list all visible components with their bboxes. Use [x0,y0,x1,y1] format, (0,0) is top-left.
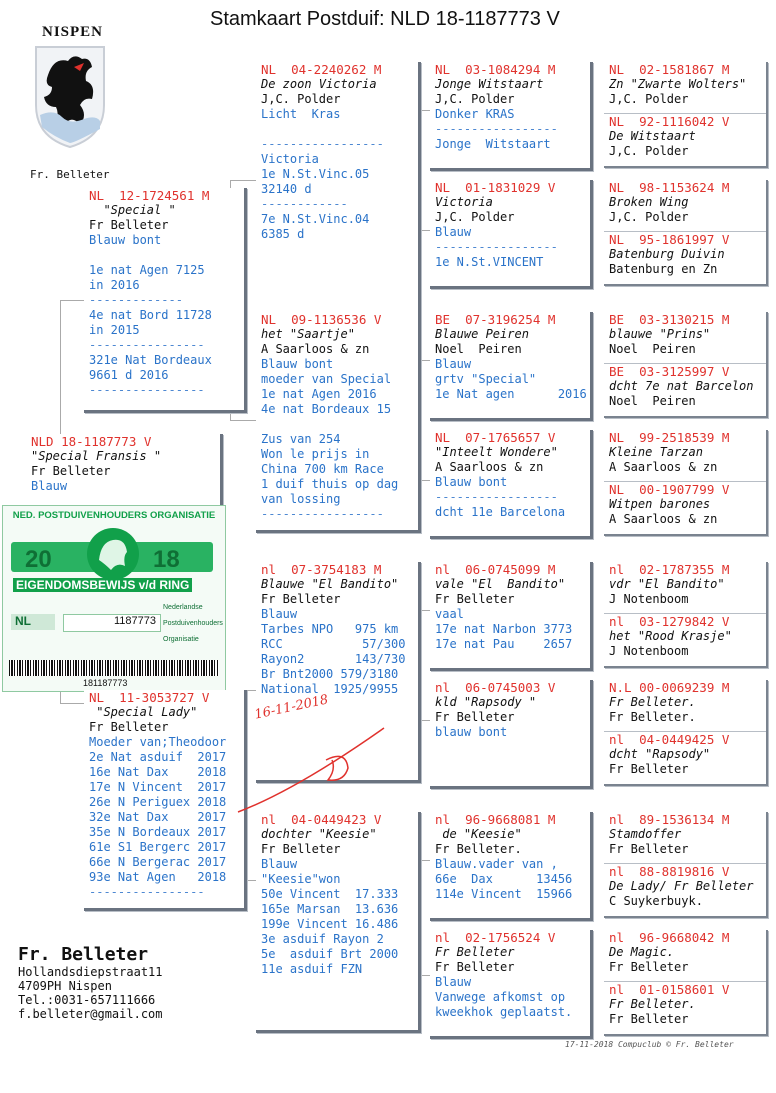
detail-line: 11e asduif FZN [261,962,363,976]
ring-ownership-card [2,505,226,692]
barcode [9,660,219,676]
detail-line: 6385 d [261,227,305,241]
detail-line: Tarbes NPO 975 km [261,622,399,636]
sire-entry [604,562,766,614]
detail-line: Blauw bont [435,475,508,489]
signature-scribble [236,720,386,820]
ring-number: NL 95-1861997 V [609,232,730,247]
separator: ----------------- [261,507,384,521]
detail-line: Fr Belleter [435,710,515,724]
ancestor-pair-card [604,312,768,418]
owner-street: Hollandsdiepstraat11 [18,965,163,979]
detail-line: in 2015 [89,323,140,337]
detail-line: 1e nat Agen 7125 [89,263,205,277]
detail-line: Fr Belleter [435,592,515,606]
great-grandparent-card [430,812,593,921]
detail-line: Blauwe "El Bandito" [261,577,399,591]
ring-number: BE 07-3196254 M [435,312,556,327]
detail-line: blauw bont [435,725,508,739]
detail-line: "Inteelt Wondere" [435,445,558,459]
pigeon-owner: J,C. Polder [609,144,689,158]
pigeon-owner: J Notenboom [609,592,689,606]
ring-number: NL 00-1907799 V [609,482,730,497]
detail-line [84,248,244,263]
club-name: NISPEN [42,24,104,40]
detail-line: Fr Belleter [89,218,169,232]
great-grandparent-card [430,562,593,671]
detail-line: het "Saartje" [261,327,355,341]
pigeon-owner: Fr Belleter [609,960,689,974]
connector-line [230,420,256,421]
detail-line: A Saarloos & zn [261,342,370,356]
separator: ------------ [261,197,348,211]
detail-line: J,C. Polder [261,92,341,106]
ancestor-pair-card [604,562,768,668]
detail-line: 93e Nat Agen 2018 [89,870,227,884]
dam-entry [604,232,766,284]
crest-caption: Fr. Belleter [30,168,110,181]
grandparent-card [256,62,421,315]
detail-line: De zoon Victoria [261,77,377,91]
detail-line: dcht 11e Barcelona [435,505,566,519]
detail-line: RCC 57/300 [261,637,406,651]
pigeon-owner: Batenburg en Zn [609,262,718,276]
pigeon-name: De Lady/ Fr Belleter [609,879,754,893]
ring-number: nl 03-1279842 V [609,614,730,629]
ring-number: BE 03-3130215 M [609,312,730,327]
separator: ---------------- [89,338,205,352]
card-year-left: 20 [25,546,52,573]
sire-card [84,188,247,413]
sire-entry [604,680,766,732]
detail-line: A Saarloos & zn [435,460,544,474]
detail-line: 4e nat Bordeaux 15 [261,402,392,416]
detail-line: "Special Lady" [89,705,198,719]
footer-note: 17-11-2018 Compuclub © Fr. Belleter [565,1040,734,1049]
pigeon-owner: C Suykerbuyk. [609,894,703,908]
card-side-text: Postduivenhouders [163,620,223,627]
grandparent-card [256,312,421,533]
separator: ----------------- [435,490,558,504]
great-grandparent-card [430,312,593,421]
detail-line: 114e Vincent 15966 [435,887,573,901]
ring-number: nl 02-1756524 V [435,930,556,945]
ring-number: nl 96-9668081 M [435,812,556,827]
detail-line: Vanwege afkomst op [435,990,566,1004]
ring-number: NL 09-1136536 V [261,312,382,327]
detail-line: 17e N Vincent 2017 [89,780,227,794]
detail-line: Victoria [435,195,493,209]
card-subtitle: EIGENDOMSBEWIJS v/d RING [13,578,192,592]
detail-line: Rayon2 143/730 [261,652,406,666]
detail-line: dochter "Keesie" [261,827,377,841]
detail-line: Fr Belleter [89,720,169,734]
sire-entry [604,812,766,864]
pigeon-name: Zn "Zwarte Wolters" [609,77,747,91]
dam-entry [604,364,766,416]
pigeon-owner: Fr Belleter [609,842,689,856]
detail-line: 32e Nat Dax 2017 [89,810,227,824]
sire-entry [604,430,766,482]
dam-entry [604,614,766,666]
detail-line: 3e asduif Rayon 2 [261,932,384,946]
detail-line: Blauw bont [89,233,162,247]
pigeon-color: Blauw [31,479,68,493]
ring-number: NL 98-1153624 M [609,180,730,195]
connector-line [60,300,84,301]
ring-number: BE 03-3125997 V [609,364,730,379]
ring-number: N.L 00-0069239 M [609,680,730,695]
ancestor-pair-card [604,62,768,168]
pigeon-owner: J,C. Polder [609,92,689,106]
dam-entry [604,482,766,534]
detail-line: Jonge Witstaart [435,77,544,91]
pigeon-owner: J Notenboom [609,644,689,658]
separator: ---------------- [89,885,205,899]
pigeon-name: Broken Wing [609,195,689,209]
ring-number: nl 89-1536134 M [609,812,730,827]
handwritten-date: 16-11-2018 [253,692,330,723]
detail-line: 5e asduif Brt 2000 [261,947,399,961]
card-org: NED. POSTDUIVENHOUDERS ORGANISATIE [12,510,216,521]
owner-city: 4709PH Nispen [18,979,112,993]
ancestor-pair-card [604,930,768,1036]
detail-line: 1e N.St.VINCENT [435,255,544,269]
pigeon-name: dcht 7e nat Barcelon [609,379,754,393]
detail-line: 66e N Bergerac 2017 [89,855,227,869]
pigeon-name: vdr "El Bandito" [609,577,725,591]
ancestor-pair-card [604,430,768,536]
detail-line: 1e Nat agen 2016 [435,387,587,401]
owner-phone: Tel.:0031-657111666 [18,993,156,1007]
card-side-text: Organisatie [163,636,199,643]
pigeon-owner: A Saarloos & zn [609,460,718,474]
detail-line: Victoria [261,152,319,166]
ring-number: NL 92-1116042 V [609,114,730,129]
detail-line: Blauw [435,225,472,239]
pigeon-owner: Fr Belleter [609,1012,689,1026]
card-ring-number: 1187773 [63,614,161,632]
detail-line: 17e nat Narbon 3773 [435,622,573,636]
great-grandparent-card [430,180,593,289]
ring-number: NL 99-2518539 M [609,430,730,445]
detail-line: Fr Belleter. [435,842,522,856]
pigeon-name: Witpen barones [609,497,711,511]
ring-number: nl 06-0745099 M [435,562,556,577]
ring-number: nl 88-8819816 V [609,864,730,879]
ring-number: nl 01-0158601 V [609,982,730,997]
detail-line: "Keesie"won [261,872,341,886]
detail-line: 4e nat Bord 11728 [89,308,212,322]
detail-line: vale "El Bandito" [435,577,566,591]
detail-line: Fr Belleter [435,960,515,974]
detail-line: kld "Rapsody " [435,695,537,709]
great-grandparent-card [430,680,593,789]
detail-line: 9661 d 2016 [89,368,169,382]
ancestor-pair-card [604,812,768,918]
detail-line: moeder van Special [261,372,392,386]
detail-line [256,122,418,137]
pigeon-name: Fr Belleter. [609,997,696,1011]
dam-card [84,690,247,911]
separator: ------------- [89,293,183,307]
detail-line: 199e Vincent 16.486 [261,917,399,931]
detail-line: China 700 km Race [261,462,384,476]
dam-entry [604,732,766,784]
detail-line: Zus van 254 [261,432,341,446]
detail-line: 32140 d [261,182,312,196]
detail-line [256,417,418,432]
pigeon-name: De Witstaart [609,129,696,143]
ring-number: NL 12-1724561 M [89,188,210,203]
page-title: Stamkaart Postduif: NLD 18-1187773 V [210,8,560,30]
detail-line: J,C. Polder [435,210,515,224]
detail-line: 165e Marsan 13.636 [261,902,399,916]
owner-block [18,944,163,1021]
card-country: NL [11,614,55,630]
ring-number: nl 07-3754183 M [261,562,382,577]
connector-line [230,180,256,181]
pigeon-name: De Magic. [609,945,675,959]
ring-number: nl 06-0745003 V [435,680,556,695]
grandparent-card [256,812,421,1033]
detail-line: Noel Peiren [435,342,522,356]
detail-line: Blauwe Peiren [435,327,529,341]
detail-line: Jonge Witstaart [435,137,551,151]
detail-line: 1 duif thuis op dag [261,477,399,491]
detail-line: grtv "Special" [435,372,537,386]
detail-line: 2e Nat asduif 2017 [89,750,227,764]
subject-pigeon-card [26,434,223,513]
detail-line: 50e Vincent 17.333 [261,887,399,901]
owner-name: Fr. Belleter [18,944,149,965]
detail-line: Fr Belleter [261,592,341,606]
sire-entry [604,180,766,232]
ring-number: NLD 18-1187773 V [31,434,152,449]
dam-entry [604,864,766,916]
separator: ---------------- [89,383,205,397]
pigeon-name: dcht "Rapsody" [609,747,711,761]
pigeon-name: Batenburg Duivin [609,247,725,261]
ring-number: NL 07-1765657 V [435,430,556,445]
detail-line: 26e N Periguex 2018 [89,795,227,809]
pigeon-owner: Fr Belleter. [609,710,696,724]
great-grandparent-card [430,930,593,1039]
ring-number: nl 04-0449423 V [261,812,382,827]
owner-email: f.belleter@gmail.com [18,1007,163,1021]
detail-line: Won le prijs in [261,447,370,461]
detail-line: vaal [435,607,464,621]
ancestor-pair-card [604,680,768,786]
detail-line: National 1925/9955 [261,682,399,696]
separator: ----------------- [435,240,558,254]
pigeon-owner: Fr Belleter [31,464,111,478]
detail-line: Moeder van;Theodoor [89,735,227,749]
detail-line: Donker KRAS [435,107,515,121]
connector-line [60,300,61,440]
lion-crest-icon [34,45,106,149]
detail-line: van lossing [261,492,341,506]
detail-line: de "Keesie" [435,827,522,841]
sire-entry [604,62,766,114]
detail-line: 35e N Bordeaux 2017 [89,825,227,839]
pigeon-name: het "Rood Krasje" [609,629,732,643]
ring-number: NL 01-1831029 V [435,180,556,195]
detail-line: Licht Kras [261,107,341,121]
pigeon-owner: J,C. Polder [609,210,689,224]
ancestor-pair-card [604,180,768,286]
ring-number: NL 11-3053727 V [89,690,210,705]
pigeon-owner: A Saarloos & zn [609,512,718,526]
great-grandparent-card [430,62,593,171]
detail-line: 321e Nat Bordeaux [89,353,212,367]
detail-line: Blauw [435,357,472,371]
pigeon-name: blauwe "Prins" [609,327,711,341]
detail-line: Blauw [261,607,298,621]
detail-line: "Special " [89,203,176,217]
detail-line: Blauw bont [261,357,334,371]
detail-line: Blauw [261,857,298,871]
card-year-right: 18 [153,546,180,573]
pigeon-owner: Fr Belleter [609,762,689,776]
detail-line: J,C. Polder [435,92,515,106]
pigeon-owner: Noel Peiren [609,342,696,356]
ring-number: NL 02-1581867 M [609,62,730,77]
detail-line: Br Bnt2000 579/3180 [261,667,399,681]
pigeon-name: Stamdoffer [609,827,682,841]
great-grandparent-card [430,430,593,539]
detail-line: 1e N.St.Vinc.05 [261,167,370,181]
barcode-number: 181187773 [83,678,128,688]
dam-entry [604,114,766,166]
sire-entry [604,930,766,982]
separator: ----------------- [435,122,558,136]
ring-number: nl 02-1787355 M [609,562,730,577]
pigeon-name: "Special Fransis " [31,449,162,463]
pigeon-name: Kleine Tarzan [609,445,703,459]
lion-emblem-icon [83,526,143,582]
ring-number: NL 03-1084294 M [435,62,556,77]
ring-number: NL 04-2240262 M [261,62,382,77]
detail-line: Fr Belleter [261,842,341,856]
detail-line: Blauw.vader van , [435,857,558,871]
detail-line: 66e Dax 13456 [435,872,573,886]
detail-line: 61e S1 Bergerc 2017 [89,840,227,854]
detail-line: 17e nat Pau 2657 [435,637,573,651]
detail-line: 1e nat Agen 2016 [261,387,377,401]
card-side-text: Nederlandse [163,604,203,611]
separator: ----------------- [261,137,384,151]
detail-line: in 2016 [89,278,140,292]
detail-line: kweekhok geplaatst. [435,1005,573,1019]
ring-number: nl 04-0449425 V [609,732,730,747]
detail-line: 7e N.St.Vinc.04 [261,212,370,226]
sire-entry [604,312,766,364]
pigeon-name: Fr Belleter. [609,695,696,709]
pigeon-owner: Noel Peiren [609,394,696,408]
detail-line: Fr Belleter [435,945,515,959]
detail-line: 16e Nat Dax 2018 [89,765,227,779]
ring-number: nl 96-9668042 M [609,930,730,945]
detail-line: Blauw [435,975,472,989]
dam-entry [604,982,766,1034]
connector-line [60,703,84,704]
